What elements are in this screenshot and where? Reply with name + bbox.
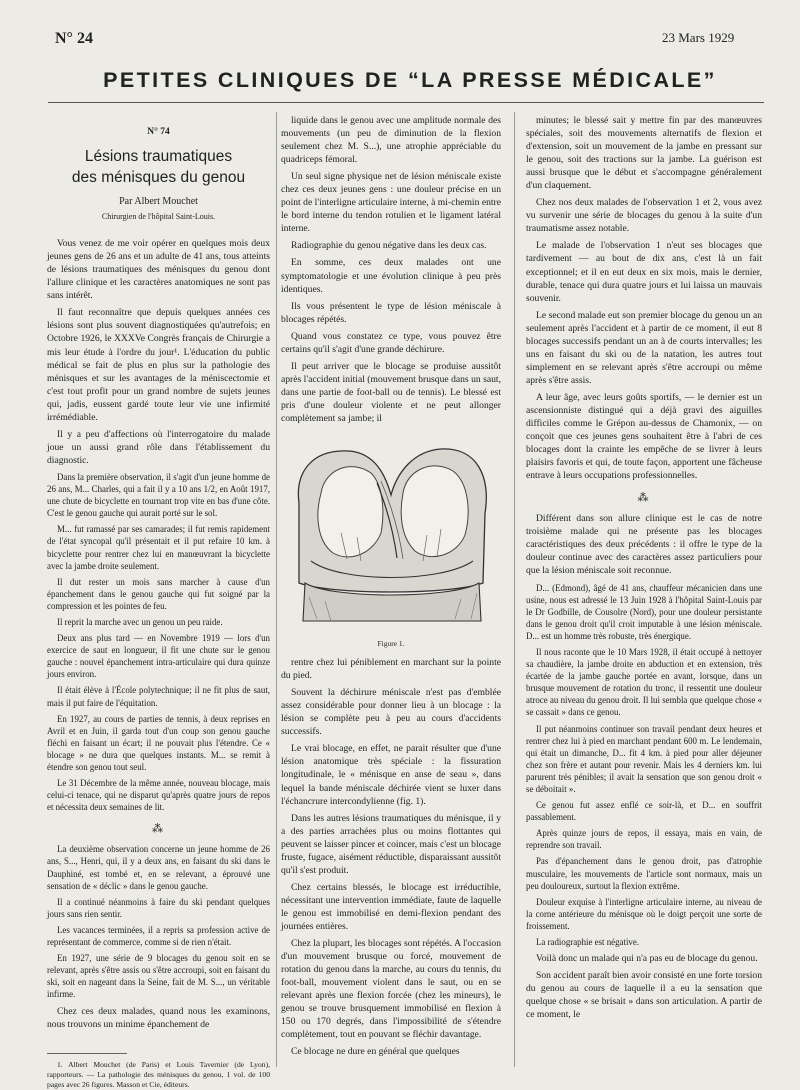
figure-1-knee-illustration xyxy=(281,433,501,631)
issue-number: N° 24 xyxy=(55,30,93,47)
article-author: Par Albert Mouchet xyxy=(119,196,198,208)
column-divider-2 xyxy=(514,112,515,1067)
paragraph: Les vacances terminées, il a repris sa profession active de représentant de commerce, comme si de rien n'était. xyxy=(47,924,270,948)
paragraph: Le second malade eut son premier blocage du genou un an seulement après l'accident et à partir de ce moment, il eut 8 blocages successifs pendant un an à de courts intervalles; les uns en faisant du ski ou de la natation, les autres tout simplement en se relevant après s'être accroupi ou même après s'être assis. xyxy=(526,309,762,386)
paragraph: Son accident paraît bien avoir consisté en une forte torsion du genou au cours de laquelle il a eu la sensation que quelque chose « se brisait » dans son articulation. A partir de ce moment, le xyxy=(526,970,762,1021)
paragraph: rentre chez lui péniblement en marchant sur la pointe du pied. xyxy=(281,657,501,682)
paragraph: Chez nos deux malades de l'observation 1 et 2, vous avez vu survenir une série de blocages du genou à la suite d'un traumatisme assez notable. xyxy=(526,197,762,235)
column-3 xyxy=(526,114,762,1025)
author-affiliation: Chirurgien de l'hôpital Saint-Louis. xyxy=(101,212,216,222)
paragraph: Ils vous présentent le type de lésion méniscale à blocages répétés. xyxy=(281,300,501,325)
paragraph: liquide dans le genou avec une amplitude normale des mouvements (un peu de diminution de la flexion seulement chez M. S...), une atrophie appréciable du quadriceps fémoral. xyxy=(281,115,501,166)
paragraph: En 1927, une série de 9 blocages du genou soit en se relevant, après s'être assis ou s'être accroupi, soit en faisant du ski, soit en nageant dans la Seine, fait de M. S..., un véritable infirme. xyxy=(47,953,270,1000)
paragraph: En somme, ces deux malades ont une symptomatologie et une évolution clinique à peu près identiques. xyxy=(281,257,501,295)
paragraph: minutes; le blessé sait y mettre fin par des manœuvres spéciales, soit des mouvements alternatifs de flexion et d'extension, soit un mouvement de la jambe en pressant sur le genou, soit des tractions sur la jambe. La guérison est aussi brusque que le début et s'accompagne généralement d'un claquement. xyxy=(526,115,762,192)
paragraph: Deux ans plus tard — en Novembre 1919 — lors d'un exercice de saut en longueur, il fit une chute sur le genou gauche : nouvel épanchement intra-articulaire qui dura quinze jours environ. xyxy=(47,633,270,680)
paragraph: Ce blocage ne dure en général que quelques xyxy=(291,1046,460,1058)
paragraph: M... fut ramassé par ses camarades; il fut remis rapidement de l'état syncopal qu'il présentait et il put refaire 10 km. à bicyclette pour rentrer chez lui en manœuvrant la bicyclette avec la jambe droite seulement. xyxy=(47,524,270,571)
paragraph: Il peut arriver que le blocage se produise aussitôt après l'accident initial (mouvement brusque dans un saut, dans une partie de foot-ball ou de tennis). Le blessé est pris d'une douleur violente et ne peut allonger complètement sa jambe; il xyxy=(281,360,501,424)
paragraph: Voilà donc un malade qui n'a pas eu de blocage du genou. xyxy=(536,953,758,965)
paragraph: Le 31 Décembre de la même année, nouveau blocage, mais celui-ci tenace, qui ne disparut qu'après quatre jours de repos et nécessita deux semaines de lit. xyxy=(47,778,270,813)
paragraph: La radiographie est négative. xyxy=(536,937,640,948)
paragraph: Il dut rester un mois sans marcher à cause d'un épanchement dans le genou gauche qui fut soigné par la compression et les pointes de feu. xyxy=(47,576,270,611)
paragraph: Radiographie du genou négative dans les deux cas. xyxy=(291,240,487,252)
paragraph: Il nous raconte que le 10 Mars 1928, il était occupé à nettoyer sa chaudière, la jambe droite en abduction et en extension, très écartée de la jambe gauche portée en avant, lorsque, dans un brusque mouvement de rotation du tronc, il ressentit une douleur atroce au niveau du genou droit. Il lui sembla que quelque chose « se cassait » dans ce genou. xyxy=(526,646,762,718)
paragraph: Après quinze jours de repos, il essaya, mais en vain, de reprendre son travail. xyxy=(526,828,762,851)
paragraph: Douleur exquise à l'interligne articulaire interne, au niveau de la corne antérieure du ménisque où le doigt perçoit une sorte de froissement. xyxy=(526,896,762,931)
article-title-line-2: des ménisques du genou xyxy=(71,169,246,187)
paragraph: Un seul signe physique net de lésion méniscale existe chez ces deux jeunes gens : une douleur précise en un point de l'interligne articulaire interne, à mi-chemin entre le bord interne du tendon rotulien et le ligament latéral interne. xyxy=(281,171,501,235)
issue-date: 23 Mars 1929 xyxy=(662,30,735,45)
paragraph: Quand vous constatez ce type, vous pouvez être certains qu'il s'agit d'une grande déchirure. xyxy=(281,330,501,355)
paragraph: Il était élève à l'École polytechnique; il ne fit plus de saut, mais il put faire de l'équitation. xyxy=(47,685,270,708)
paragraph: Chez la plupart, les blocages sont répétés. A l'occasion d'un mouvement brusque ou forcé, mouvement de rotation du genou dans la marche, au cours du tennis, du foot-ball, mouvement violent dans le saut, ou en se relevant après une flexion forcée (chez les mineurs), le genou se trouve brusquement immobilisé en flexion à 150 ou 170 degrés, dans l'impossibilité de s'étendre complètement, tout en pouvant se fléchir davantage. xyxy=(281,938,501,1041)
page-title: PETITES CLINIQUES DE “LA PRESSE MÉDICALE” xyxy=(103,68,717,92)
paragraph: Souvent la déchirure méniscale n'est pas d'emblée assez considérable pour donner lieu à un blocage : la lésion se complète peu à peu au cours d'accidents successifs. xyxy=(281,687,501,738)
paragraph: Chez certains blessés, le blocage est irréductible, nécessitant une intervention immédiate, faute de laquelle le genou est immobilisé en demi-flexion pendant des journées entières. xyxy=(281,881,501,932)
paragraph: Pas d'épanchement dans le genou droit, pas d'atrophie musculaire, les mouvements de l'article sont normaux, mais un peu douloureux, surtout la flexion extrême. xyxy=(526,856,762,891)
paragraph: Chez ces deux malades, quand nous les examinons, nous trouvons un minime épanchement de xyxy=(47,1005,270,1030)
paragraph: En 1927, au cours de parties de tennis, à deux reprises en Avril et en Juin, il garda tout d'un coup son genou gauche fléchi en faisant un écart; il ne pouvait plus l'étendre. Ce « blocage » ne dura que quelques instants. M... se remit à étendre son genou tout seul. xyxy=(47,713,270,772)
paragraph: Le malade de l'observation 1 n'eut ses blocages que tardivement — au bout de dix ans, c'est là un fait exceptionnel; et il en eut deux en six mois, mais le dernier, durable, tenace qui dura quatre jours et lui laissa un mauvais souvenir. xyxy=(526,240,762,304)
paragraph: A leur âge, avec leurs goûts sportifs, — le dernier est un ascensionniste distingué qui a déjà gravi des aiguilles difficiles comme le Grépon au-dessus de Chamonix, — on conçoit que ces jeunes gens souhaitent être à l'abri de ces blocages dont la crainte les empêche de se livrer à leurs plaisirs favoris et qui, de toute façon, apportent une fâcheuse entrave à leurs occupations professionnelles. xyxy=(526,391,762,482)
title-rule xyxy=(48,102,764,103)
footnote: 1. Albert Mouchet (de Paris) et Louis Tavernier (de Lyon), rapporteurs. — La pathologie des ménisques du genou, 1 vol. de 100 pages avec 26 figures. Masson et Cie, éditeurs. xyxy=(47,1059,270,1089)
paragraph: Il a continué néanmoins à faire du ski pendant quelques jours sans rien sentir. xyxy=(47,896,270,919)
paragraph: D... (Edmond), âgé de 41 ans, chauffeur mécanicien dans une usine, nous est adressé le 13 Juin 1928 à l'hôpital Saint-Louis par le Dr Godbille, de Cousolre (Nord), pour une douleur persistante dans le genou droit qu'il croit imputable à une lésion méniscale. D... est un homme très robuste, très énergique. xyxy=(526,582,762,641)
paragraph: Ce genou fut assez enflé ce soir-là, et D... en souffrit passablement. xyxy=(526,800,762,823)
paragraph: Dans les autres lésions traumatiques du ménisque, il y a des parties arrachées plus ou moins flottantes qui peuvent se laisser pincer et coincer, mais c'est un blocage fruste, fugace, aisément réductible, disparaissant aussitôt qu'il s'est produit. xyxy=(281,812,501,876)
paragraph: Il faut reconnaître que depuis quelques années ces lésions sont plus souvent diagnostiquées qu'autrefois; en Octobre 1926, le XXXVe Congrès français de Chirurgie a mis leur étude à l'ordre du jour¹. L'éducation du public médical se fait de plus en plus sur la pathologie des ménisques et sur les avantages de la méniscectomie et c'est tout profit pour un grand nombre de sujets jeunes qui, jadis, eussent gardé toute leur vie une infirmité irrémédiable. xyxy=(47,307,270,423)
article-title xyxy=(47,146,270,188)
paragraph: Vous venez de me voir opérer en quelques mois deux jeunes gens de 26 ans et un adulte de 41 ans, tous atteints de lésions traumatiques des ménisques du genou dont l'allure clinique et les caractères anatomiques ne sont pas sans intérêt. xyxy=(47,238,270,302)
column-2 xyxy=(281,114,501,1062)
knee-drawing xyxy=(281,433,501,631)
paragraph: Le vrai blocage, en effet, ne parait résulter que d'une lésion anatomique très spéciale : la fissuration longitudinale, le « ménisque en anse de seau », dans lequel la bande méniscale déchirée vient se luxer dans l'échancrure intercondylienne (fig. 1). xyxy=(281,743,501,807)
column-1 xyxy=(47,114,270,1090)
article-number: N° 74 xyxy=(147,127,170,137)
paragraph: Différent dans son allure clinique est le cas de notre troisième malade qui ne présente pas les blocages caractéristiques des deux précédents : il offre le type de la douleur continue avec des caractères assez particuliers pour que la lésion méniscale soit reconnue. xyxy=(526,513,762,577)
paragraph: La deuxième observation concerne un jeune homme de 26 ans, S..., Henri, qui, il y a deux ans, en faisant du ski dans le Dauphiné, est tombé et, en se relevant, a éprouvé une sensation de « déclic » dans le genou gauche. xyxy=(47,844,270,891)
column-divider-1 xyxy=(276,112,277,1067)
figure-caption: Figure 1. xyxy=(377,639,405,649)
paragraph: Il y a peu d'affections où l'interrogatoire du malade joue un aussi grand rôle dans l'établissement du diagnostic. xyxy=(47,428,270,466)
paragraph: Il put néanmoins continuer son travail pendant deux heures et rentrer chez lui à pied en marchant pendant 600 m. Le lendemain, qui était un dimanche, D... fit 4 km. à pied pour aller déjeuner chez son frère et autant pour revenir. Mais les 4 derniers km. lui parurent très pénibles; il avait la sensation que son genou droit « se déboitait ». xyxy=(526,723,762,794)
footnote-rule xyxy=(47,1053,127,1054)
section-separator: ⁂ xyxy=(152,823,165,836)
section-separator: ⁂ xyxy=(637,492,651,505)
paragraph: Il reprit la marche avec un genou un peu raide. xyxy=(57,616,223,627)
article-title-line-1: Lésions traumatiques xyxy=(84,148,233,166)
paragraph: Dans la première observation, il s'agit d'un jeune homme de 26 ans, M... Charles, qui a fait il y a 10 ans 1/2, en Août 1917, une chute de bicyclette en tournant trop vite en bas d'une côte. C'est le genou gauche qui aurait porté sur le sol. xyxy=(47,471,270,519)
